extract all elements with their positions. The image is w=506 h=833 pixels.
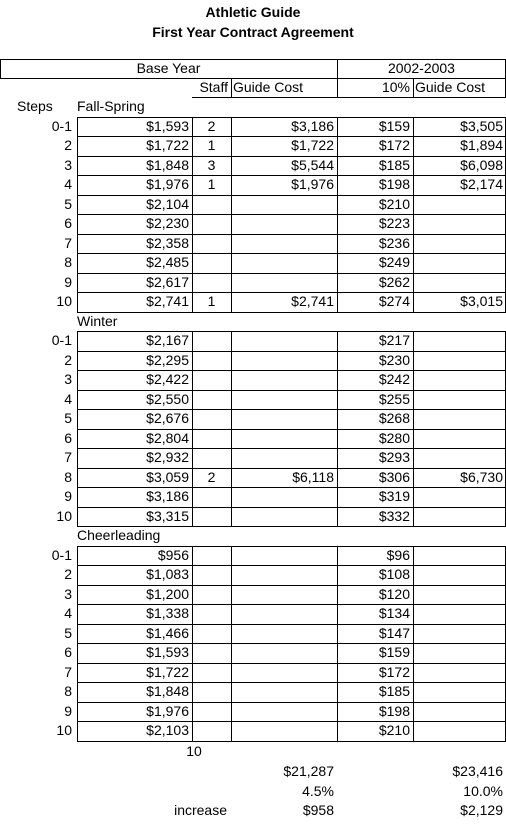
step-label: 0-1 (51, 117, 72, 134)
new-guide-cost (413, 409, 506, 428)
grid-line (192, 546, 193, 741)
base-amount: $1,338 (146, 605, 189, 621)
grid-line (192, 97, 506, 98)
increase-amount: $268 (378, 410, 410, 426)
base-amount: $1,593 (146, 644, 189, 660)
step-label: 2 (64, 137, 72, 153)
step-label: 10 (56, 722, 72, 738)
base-amount: $1,083 (146, 566, 189, 582)
guide-cost (231, 390, 337, 409)
header-guide-cost: Guide Cost (233, 79, 304, 95)
new-guide-cost: $6,098 (460, 156, 503, 173)
base-total: $21,287 (283, 763, 334, 779)
guide-cost: $1,976 (291, 176, 334, 192)
base-percent: 4.5% (302, 782, 334, 799)
base-amount: $1,976 (146, 176, 189, 192)
header-staff: Staff (199, 79, 228, 95)
increase-amount: $293 (378, 449, 410, 465)
increase-amount: $306 (378, 468, 410, 485)
grid-line (192, 331, 193, 526)
new-guide-cost (413, 370, 506, 389)
guide-cost (231, 409, 337, 428)
increase-amount: $159 (378, 117, 410, 134)
guide-cost (231, 448, 337, 467)
base-amount: $1,848 (146, 156, 189, 173)
increase-amount: $217 (378, 332, 410, 348)
increase-amount: $159 (378, 644, 410, 660)
guide-cost (231, 546, 337, 565)
increase-amount: $255 (378, 390, 410, 407)
step-label: 4 (64, 390, 72, 407)
new-guide-cost (413, 390, 506, 409)
step-label: 7 (64, 663, 72, 680)
guide-cost (231, 195, 337, 214)
base-amount: $2,617 (146, 273, 189, 290)
new-guide-cost (413, 273, 506, 292)
staff-count (192, 331, 231, 350)
increase-amount: $280 (378, 429, 410, 446)
increase-amount: $274 (378, 293, 410, 309)
new-guide-cost: $6,730 (460, 468, 503, 485)
base-amount: $3,315 (146, 507, 189, 524)
base-amount: $2,295 (146, 351, 189, 368)
increase-amount: $172 (378, 137, 410, 153)
new-guide-cost (413, 253, 506, 272)
step-label: 7 (64, 234, 72, 251)
grid-line (77, 741, 506, 742)
new-guide-cost (413, 429, 506, 448)
base-amount: $1,722 (146, 137, 189, 153)
page-subtitle: First Year Contract Agreement (152, 24, 354, 40)
new-total: $23,416 (452, 763, 503, 779)
guide-cost (231, 507, 337, 526)
grid-line (77, 117, 78, 312)
base-amount: $1,593 (146, 117, 189, 134)
staff-count (192, 448, 231, 467)
step-label: 10 (56, 507, 72, 524)
guide-cost (231, 331, 337, 350)
new-guide-cost (413, 604, 506, 623)
guide-cost (231, 370, 337, 389)
new-guide-cost (413, 507, 506, 526)
guide-cost (231, 643, 337, 662)
step-label: 3 (64, 371, 72, 387)
guide-cost (231, 565, 337, 584)
base-amount: $2,103 (146, 722, 189, 738)
grid-line (231, 117, 232, 312)
increase-amount: $96 (386, 546, 410, 563)
base-amount: $2,550 (146, 390, 189, 407)
base-amount: $1,976 (146, 702, 189, 719)
guide-cost (231, 429, 337, 448)
staff-count (192, 195, 231, 214)
staff-count (192, 487, 231, 506)
guide-cost (231, 273, 337, 292)
header-base-year: Base Year (136, 60, 201, 76)
base-amount: $2,167 (146, 332, 189, 348)
guide-cost (231, 214, 337, 233)
increase-amount: $198 (378, 176, 410, 192)
staff-count: 1 (207, 176, 216, 192)
staff-count (192, 253, 231, 272)
step-label: 10 (56, 293, 72, 309)
new-guide-cost (413, 234, 506, 253)
increase-amount: $319 (378, 488, 410, 504)
staff-count (192, 234, 231, 253)
staff-count: 3 (207, 156, 216, 173)
grid-line (231, 546, 232, 741)
step-label: 9 (64, 702, 72, 719)
staff-count (192, 370, 231, 389)
guide-cost (231, 663, 337, 682)
staff-total: 10 (186, 742, 202, 759)
new-guide-cost (413, 682, 506, 701)
step-label: 4 (64, 176, 72, 192)
guide-cost (231, 702, 337, 721)
base-amount: $1,466 (146, 624, 189, 641)
staff-count (192, 409, 231, 428)
staff-count (192, 585, 231, 604)
staff-count (192, 273, 231, 292)
base-amount: $2,104 (146, 195, 189, 212)
base-amount: $2,741 (146, 293, 189, 309)
step-label: 6 (64, 215, 72, 231)
base-amount: $2,422 (146, 371, 189, 387)
increase-amount: $236 (378, 234, 410, 251)
guide-cost (231, 234, 337, 253)
grid-line (337, 331, 338, 526)
section-title: Winter (77, 312, 118, 329)
step-label: 2 (64, 351, 72, 368)
section-title: Cheerleading (77, 527, 161, 543)
header-pct: 10% (381, 79, 410, 95)
step-label: 8 (64, 683, 72, 699)
base-amount: $1,848 (146, 683, 189, 699)
increase-amount: $147 (378, 624, 410, 641)
increase-amount: $249 (378, 254, 410, 270)
step-label: 2 (64, 566, 72, 582)
new-guide-cost (413, 565, 506, 584)
new-guide-cost (413, 643, 506, 662)
guide-cost (231, 682, 337, 701)
step-label: 5 (64, 410, 72, 426)
guide-cost: $3,186 (291, 117, 334, 134)
staff-count (192, 351, 231, 370)
base-amount: $1,722 (146, 663, 189, 680)
guide-cost: $6,118 (292, 468, 334, 485)
increase-amount: $185 (378, 683, 410, 699)
step-label: 3 (64, 156, 72, 173)
guide-cost (231, 721, 337, 740)
staff-count: 2 (207, 468, 216, 485)
guide-cost: $2,741 (291, 293, 334, 309)
staff-count (192, 663, 231, 682)
grid-line (337, 546, 338, 741)
new-guide-cost (413, 448, 506, 467)
staff-count (192, 390, 231, 409)
base-amount: $2,230 (146, 215, 189, 231)
base-amount: $2,485 (146, 254, 189, 270)
step-label: 9 (64, 488, 72, 504)
grid-line (413, 546, 414, 741)
guide-cost: $5,544 (291, 156, 334, 173)
base-amount: $2,932 (146, 449, 189, 465)
increase-amount: $230 (378, 351, 410, 368)
base-amount: $3,059 (146, 468, 189, 485)
new-percent: 10.0% (463, 782, 503, 799)
new-increase: $2,129 (460, 802, 503, 818)
staff-count (192, 604, 231, 623)
header-steps: Steps (17, 98, 53, 114)
staff-count (192, 429, 231, 448)
guide-cost (231, 351, 337, 370)
increase-amount: $210 (378, 195, 410, 212)
step-label: 8 (64, 254, 72, 270)
staff-count: 1 (207, 137, 216, 153)
base-amount: $2,676 (146, 410, 189, 426)
base-amount: $956 (157, 546, 189, 563)
guide-cost (231, 487, 337, 506)
new-guide-cost (413, 351, 506, 370)
staff-count (192, 624, 231, 643)
new-guide-cost (413, 546, 506, 565)
new-guide-cost (413, 487, 506, 506)
grid-line (192, 117, 193, 312)
grid-line (77, 546, 78, 741)
staff-count: 2 (207, 117, 216, 134)
increase-amount: $223 (378, 215, 410, 231)
increase-amount: $332 (378, 507, 410, 524)
grid-line (413, 331, 414, 526)
new-guide-cost (413, 663, 506, 682)
new-guide-cost: $1,894 (460, 137, 503, 153)
increase-amount: $185 (378, 156, 410, 173)
page-title: Athletic Guide (205, 4, 301, 20)
step-label: 0-1 (51, 332, 72, 348)
staff-count (192, 546, 231, 565)
guide-cost (231, 253, 337, 272)
new-guide-cost: $2,174 (460, 176, 503, 192)
step-label: 9 (64, 273, 72, 290)
increase-label: increase (174, 802, 227, 818)
increase-amount: $134 (378, 605, 410, 621)
staff-count (192, 507, 231, 526)
base-amount: $2,358 (146, 234, 189, 251)
step-label: 0-1 (51, 546, 72, 563)
header-guide-cost-new: Guide Cost (415, 79, 486, 95)
step-label: 6 (64, 429, 72, 446)
step-label: 6 (64, 644, 72, 660)
increase-amount: $172 (378, 663, 410, 680)
step-label: 4 (64, 605, 72, 621)
grid-line (77, 331, 78, 526)
new-guide-cost (413, 624, 506, 643)
guide-cost: $1,722 (291, 137, 334, 153)
section-title: Fall-Spring (77, 98, 145, 114)
increase-amount: $198 (378, 702, 410, 719)
base-increase: $958 (302, 802, 334, 818)
grid-line (231, 331, 232, 526)
header-period: 2002-2003 (388, 60, 455, 76)
new-guide-cost: $3,505 (460, 117, 503, 134)
new-guide-cost (413, 214, 506, 233)
new-guide-cost: $3,015 (460, 293, 503, 309)
step-label: 5 (64, 624, 72, 641)
staff-count (192, 643, 231, 662)
guide-cost (231, 624, 337, 643)
step-label: 7 (64, 449, 72, 465)
increase-amount: $210 (378, 722, 410, 738)
new-guide-cost (413, 195, 506, 214)
staff-count (192, 702, 231, 721)
new-guide-cost (413, 721, 506, 740)
new-guide-cost (413, 331, 506, 350)
grid-line (337, 117, 338, 312)
base-amount: $1,200 (146, 585, 189, 602)
new-guide-cost (413, 702, 506, 721)
step-label: 3 (64, 585, 72, 602)
base-amount: $3,186 (146, 488, 189, 504)
increase-amount: $108 (378, 566, 410, 582)
step-label: 5 (64, 195, 72, 212)
staff-count (192, 214, 231, 233)
increase-amount: $120 (378, 585, 410, 602)
staff-count (192, 565, 231, 584)
increase-amount: $262 (378, 273, 410, 290)
step-label: 8 (64, 468, 72, 485)
guide-cost (231, 604, 337, 623)
guide-cost (231, 585, 337, 604)
increase-amount: $242 (378, 371, 410, 387)
new-guide-cost (413, 585, 506, 604)
grid-line (413, 117, 414, 312)
staff-count (192, 721, 231, 740)
base-amount: $2,804 (146, 429, 189, 446)
staff-count: 1 (207, 293, 216, 309)
staff-count (192, 682, 231, 701)
